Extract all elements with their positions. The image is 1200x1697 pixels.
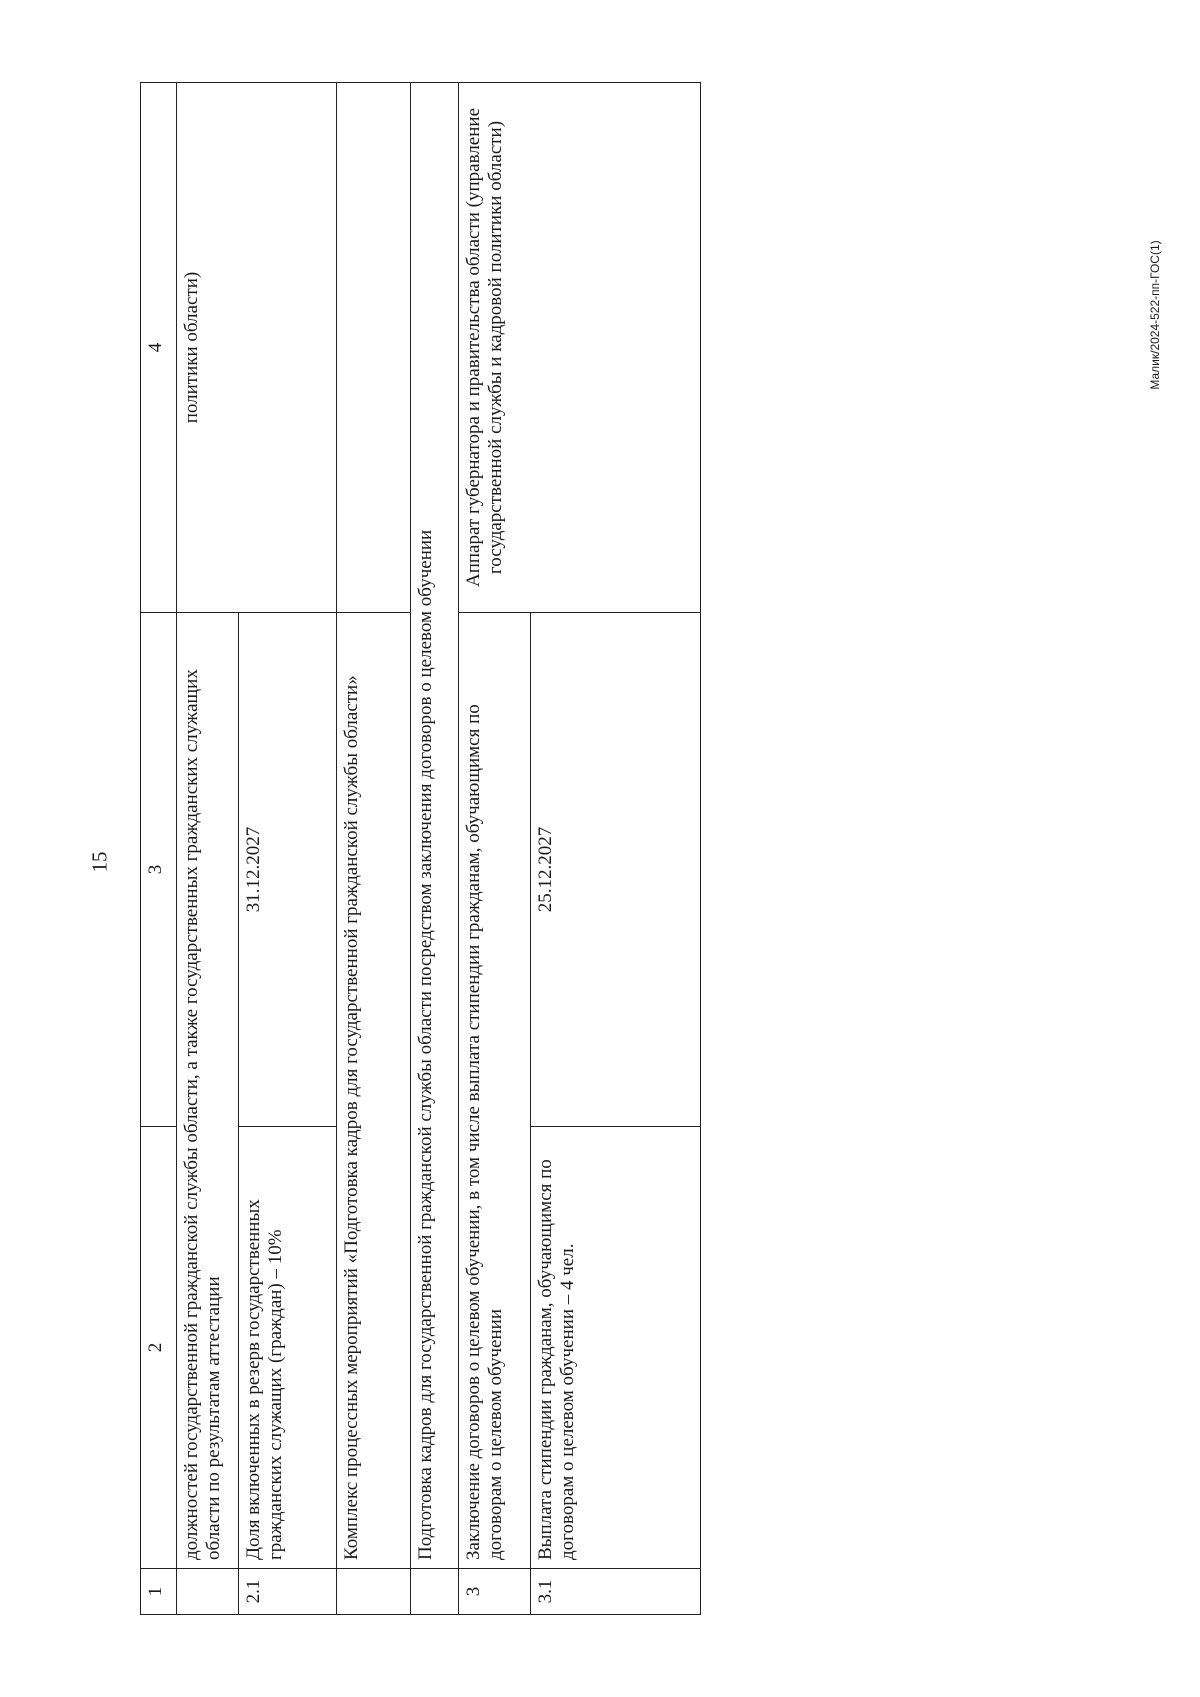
measures-table [140,82,701,1615]
header-col-1: 1 [141,1569,177,1615]
measures-table-container [140,83,700,1615]
document-code: Малик/2024-522-пп-ГОС(1) [1148,240,1162,390]
header-col-3: 3 [141,613,177,1127]
row-number: 3 [459,1569,531,1615]
measure-text: Заключение договоров о целевом обучении, в том числе выплата стипендии гражданам, обучающимся по договорам о целевом обучении [459,613,531,1569]
table-row [459,83,531,1615]
responsible-executor: Аппарат губернатора и правительства области (управление государственной службы и кадровой политики области) [459,83,701,613]
result-text: Выплата стипендии гражданам, обучающимся по договорам о целевом обучении – 4 чел. [531,1127,701,1569]
task-title: Подготовка кадров для государственной гражданской службы области посредством заключения договоров о целевом обучении [411,83,459,1569]
deadline-date: 25.12.2027 [531,613,701,1127]
row-number: 2.1 [239,1569,337,1615]
table-row [177,83,239,1615]
indicator-text: Доля включенных в резерв государственных гражданских служащих (граждан) – 10% [239,1127,337,1569]
table-cell [337,1569,411,1615]
table-header-row [141,83,177,1615]
table-cell [177,1569,239,1615]
header-col-4: 4 [141,83,177,613]
complex-title: Комплекс процессных мероприятий «Подготовка кадров для государственной гражданской службы области» [337,613,411,1569]
continuation-responsible: политики области) [177,83,337,613]
table-row [411,83,459,1615]
header-col-2: 2 [141,1127,177,1569]
table-row [337,83,411,1615]
continuation-text: должностей государственной гражданской службы области, а также государственных гражданских служащих области по результатам аттестации [177,613,239,1569]
page-number: 15 [87,851,112,873]
table-cell [411,1569,459,1615]
table-cell [337,83,411,613]
row-number: 3.1 [531,1569,701,1615]
deadline-date: 31.12.2027 [239,613,337,1127]
